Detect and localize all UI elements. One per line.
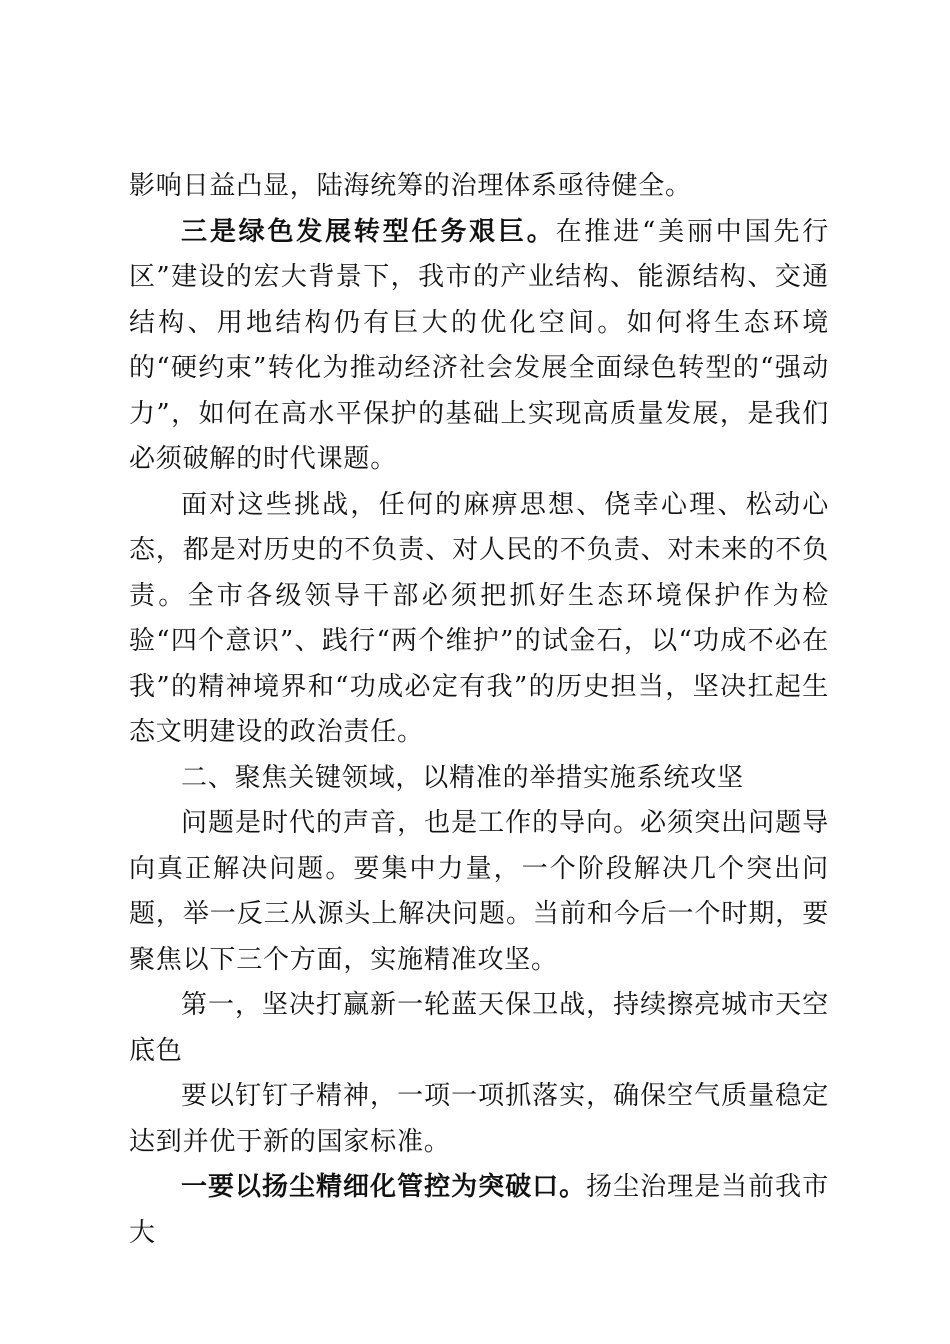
- section-heading-2-text: 二、聚焦关键领域，以精准的举措实施系统攻坚: [181, 762, 744, 793]
- section-heading-2: [129, 756, 829, 802]
- paragraph-2-lead: 三是绿色发展转型任务艰巨。: [181, 216, 556, 247]
- subheading-first-text: 第一，坚决打赢新一轮蓝天保卫战，持续擦亮城市天空底色: [129, 990, 829, 1066]
- paragraph-3: [129, 483, 829, 756]
- paragraph-3-text: 面对这些挑战，任何的麻痹思想、侥幸心理、松动心态，都是对历史的不负责、对人民的不负责、对未来的不负责。全市各级领导干部必须把抓好生态环境保护作为检验“四个意识”、践行“两个维护”的试金石，以“功成不必在我”的精神境界和“功成必定有我”的历史担当，坚决扛起生态文明建设的政治责任。: [129, 489, 829, 747]
- paragraph-8-lead: 一要以扬尘精细化管控为突破口。: [181, 1172, 587, 1202]
- paragraph-1-text: 影响日益凸显，陆海统筹的治理体系亟待健全。: [129, 171, 692, 201]
- paragraph-1: [129, 164, 829, 210]
- paragraph-5-text: 问题是时代的声音，也是工作的导向。必须突出问题导向真正解决问题。要集中力量，一个阶段解决几个突出问题，举一反三从源头上解决问题。当前和今后一个时期，要聚焦以下三个方面，实施精准攻坚。: [129, 808, 829, 975]
- paragraph-7-text: 要以钉钉子精神，一项一项抓落实，确保空气质量稳定达到并优于新的国家标准。: [129, 1081, 829, 1157]
- document-body: [129, 164, 829, 1256]
- subheading-first: [129, 983, 829, 1074]
- paragraph-8-text: 扬尘治理是当前我市大: [129, 1172, 829, 1248]
- paragraph-8: [129, 1165, 829, 1256]
- paragraph-5: [129, 801, 829, 983]
- paragraph-2: [129, 210, 829, 483]
- paragraph-7: [129, 1074, 829, 1165]
- paragraph-2-text: 在推进“美丽中国先行区”建设的宏大背景下，我市的产业结构、能源结构、交通结构、用地结构仍有巨大的优化空间。如何将生态环境的“硬约束”转化为推动经济社会发展全面绿色转型的“强动力”，如何在高水平保护的基础上实现高质量发展，是我们必须破解的时代课题。: [129, 216, 829, 474]
